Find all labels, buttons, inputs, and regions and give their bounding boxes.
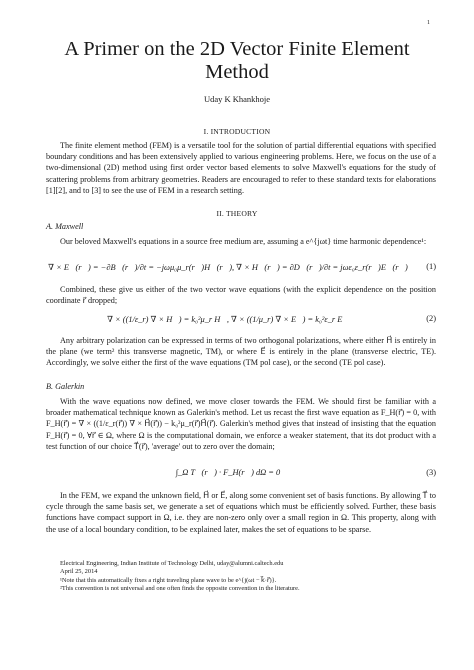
footnotes [46, 560, 436, 594]
equation-2-body: ∇ × ((1/ε_r) ∇ × H⃗) = k₀²μ_r H⃗, ∇ × ((1/μ_r) ∇ × E⃗) = k₀²ε_r E⃗ [107, 315, 349, 324]
equation-2-number: (2) [426, 314, 436, 323]
subsection-heading-galerkin: B. Galerkin [46, 382, 85, 391]
section-heading-theory: II. THEORY [216, 209, 258, 218]
paragraph-polarization: Any arbitrary polarization can be expressed in terms of two orthogonal polarizations, where either H⃗ is entirely in the plane (we term² this transverse magnetic, TM), or where E⃗ is entirely in the plane (transverse electric, TE). Accordingly, we solve either the first of the wave equations (TM pol case), or the second (TE pol case). [46, 336, 436, 368]
equation-2 [46, 310, 436, 332]
subsection-heading-maxwell: A. Maxwell [46, 222, 84, 231]
equation-1-body: ∇ × E⃗(r⃗) = −∂B⃗(r⃗)/∂t = −jωμ₀μ_r(r⃗)H⃗(r⃗), ∇ × H⃗(r⃗) = ∂D⃗(r⃗)/∂t = jωε₀ε_r(r⃗)E⃗(r⃗) [48, 263, 408, 272]
equation-3-number: (3) [426, 468, 436, 477]
author-name: Uday K Khankhoje [203, 94, 271, 104]
date-note: April 25, 2014 [60, 568, 98, 576]
footnote-2: ²This convention is not universal and one often finds the opposite convention in the literature. [60, 585, 300, 593]
paragraph-maxwell: Our beloved Maxwell's equations in a source free medium are, assuming a e^{jωt} time harmonic dependence¹: [60, 237, 427, 246]
footnote-1: ¹Note that this automatically fixes a right traveling plane wave to be e^{j(ωt − k⃗·r⃗)}. [60, 576, 277, 584]
equation-1-number: (1) [426, 262, 436, 271]
equation-3-body: ∫_Ω T⃗(r⃗) · F_H(r⃗) dΩ = 0 [175, 468, 281, 477]
paragraph-combined: Combined, these give us either of the two vector wave equations (with the explicit dependence on the position coordinate r⃗ dropped; [46, 285, 436, 306]
paragraph-galerkin: With the wave equations now defined, we move closer towards the FEM. We should first be familiar with a broader mathematical technique known as Galerkin's method. Let us recast the first wave equation as F_H(r⃗) = 0, with F_H(r⃗) = ∇ × ((1/ε_r(r⃗)) ∇ × H⃗(r⃗)) − k₀²μ_r(r⃗)H⃗(r⃗). Galerkin's method gives that instead of insisting that the equation F_H(r⃗) = 0, ∀r⃗ ∈ Ω, where Ω is the computational domain, we enforce a weaker statement, that its dot product with a test function of our choice T⃗(r⃗), 'average' out to zero over the domain; [46, 397, 436, 451]
affiliation-note: Electrical Engineering, Indian Institute of Technology Delhi, uday@alumni.caltech.edu [60, 560, 284, 567]
section-heading-introduction: I. INTRODUCTION [203, 127, 271, 136]
equation-1 [46, 258, 436, 280]
paragraph-fem: In the FEM, we expand the unknown field, H⃗ or E⃗, along some convenient set of basis functions. By allowing T⃗ to cycle through the same basis set, we generate a set of equations which must be efficiently solved. Further, these basis functions have compact support in Ω, i.e. they are non-zero only over a small region in Ω. This property, along with the use of a local boundary condition, to be explained later, makes the set of equations to be sparse. [46, 491, 436, 534]
paragraph-introduction: The finite element method (FEM) is a versatile tool for the solution of partial differential equations with specified boundary conditions and has been extensively applied to various engineering problems. Here, we focus on the use of a two-dimensional (2D) method using first order vector based elements to solve Maxwell's equations for the study of scattering problems from arbitrary geometries. Readers are encouraged to refer to these standard texts for elaborations [1][2], and to [3] to see the use of FEM in a research setting. [46, 141, 436, 195]
equation-3 [46, 464, 436, 486]
page-number: 1 [427, 20, 430, 26]
paper-title: A Primer on the 2D Vector Finite Element Method [64, 38, 410, 83]
